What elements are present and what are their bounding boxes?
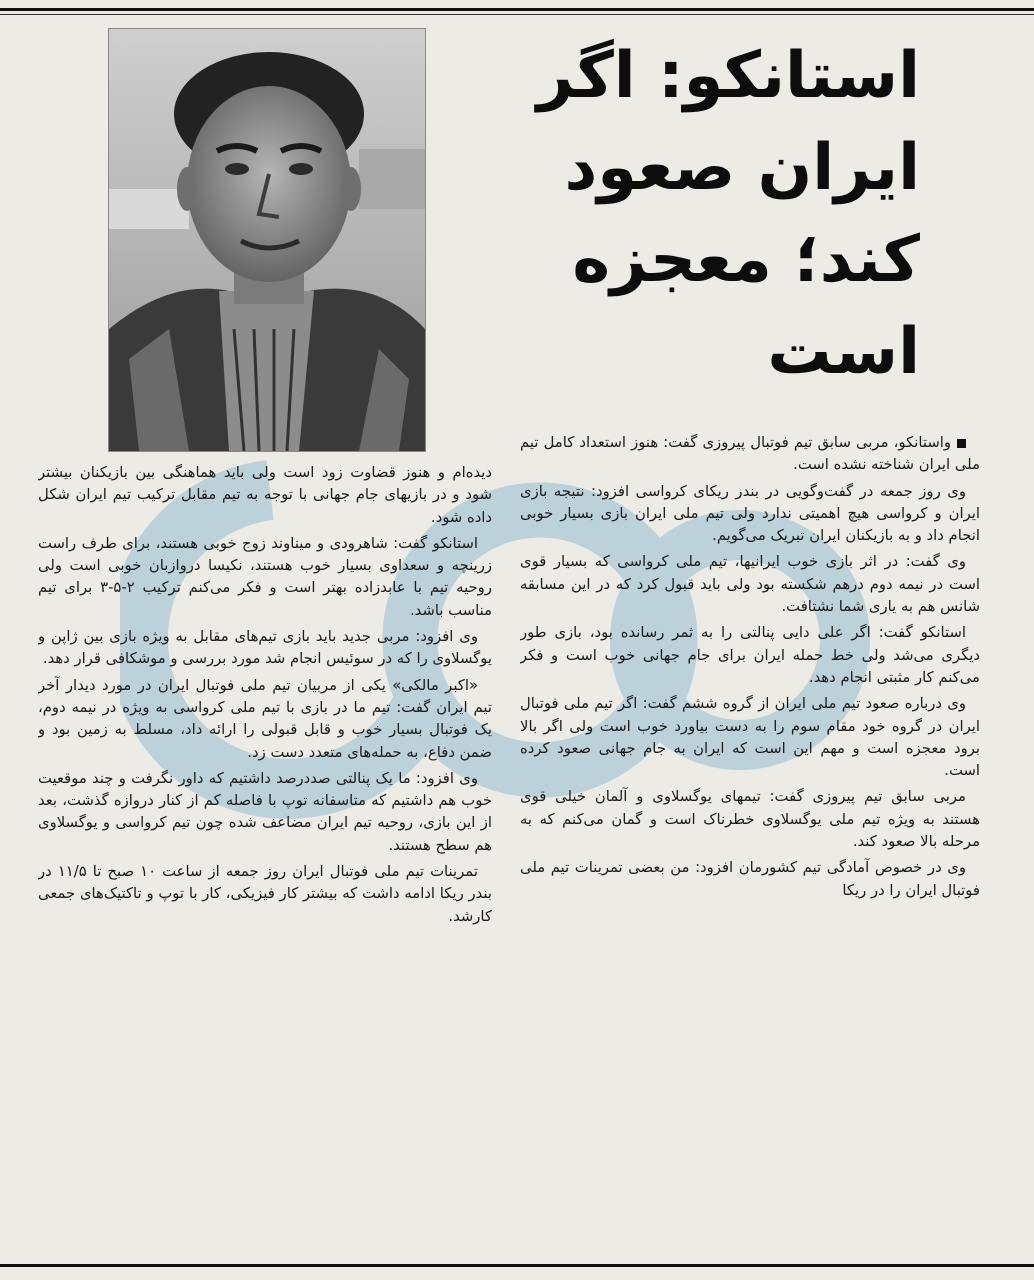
paragraph: «اکبر مالکی» یکی از مربیان تیم ملی فوتبال ایران در مورد دیدار آخر تیم ایران گفت: تیم ما در بازی با تیم ملی کرواسی به ویژه در نیمه دوم، یک فوتبال بسیار خوب و قابل قبولی را ارائه داد، مسلط به زمین بود و ضمن دفاع، به حمله‌های متعدد دست زد.: [38, 676, 492, 761]
top-rule-thin: [0, 14, 1034, 15]
paragraph: وی گفت: در اثر بازی خوب ایرانیها، تیم ملی کرواسی که بسیار قوی است در نیمه دوم درهم شکسته بود ولی باید قبول کرد که در این مسابقه شانس هم به یاری شما نشتافت.: [520, 553, 980, 616]
article-column-right: [520, 432, 980, 1262]
bullet-square-icon: [957, 439, 966, 448]
paragraph: استانکو گفت: اگر علی دایی پنالتی را به ثمر رسانده بود، بازی طور دیگری می‌شد ولی خط حمله ایران برای جام جهانی خوب است و فکر می‌کنم کار مثبتی انجام دهد.: [520, 624, 980, 686]
paragraph: وی افزود: مربی جدید باید بازی تیم‌های مقابل به ویژه بازی بین ژاپن و یوگسلاوی را که در سوئیس انجام شد مورد بررسی و موشکافی قرار دهد.: [38, 628, 492, 668]
paragraph-text: واستانکو، مربی سابق تیم فوتبال پیروزی گفت: هنوز استعداد کامل تیم ملی ایران شناخته نشده است.: [520, 434, 980, 474]
paragraph: استانکو گفت: شاهرودی و میناوند زوج خوبی هستند، برای طرف راست زرینچه و سعداوی بسیار خوب هستند، نکیسا دروازبان خوبی است ولی روحیه تیم با عابدزاده بهتر است و فکر می‌کنم ترکیب ۲-۵-۳ برای تیم مناسب باشد.: [38, 534, 492, 619]
paragraph: تمرینات تیم ملی فوتبال ایران روز جمعه از ساعت ۱۰ صبح تا ۱۱/۵ در بندر ریکا ادامه داشت که بیشتر کار فیزیکی، کار با توپ و تاکتیک‌های جمعی کارشد.: [38, 863, 492, 925]
portrait-photo: [108, 28, 426, 452]
article-column-left: [38, 462, 492, 1262]
paragraph: وی درباره صعود تیم ملی ایران از گروه ششم گفت: اگر تیم ملی فوتبال ایران در گروه خود مقام سوم را به دست بیاورد خوب است ولی اگر بالا برود معجزه است و مهم این است که ایران به جام جهانی صعود کرده است.: [520, 695, 980, 780]
paragraph: [520, 432, 980, 477]
paragraph: وی افزود: ما یک پنالتی صددرصد داشتیم که داور نگرفت و چند موقعیت خوب هم داشتیم که متاسفانه توپ با فاصله کم از کنار دروازه گذشت، بعد از این بازی، روحیه تیم ایران مضاعف شده چون تیم کرواسی و یوگسلاوی هم سطح هستند.: [38, 769, 492, 854]
bottom-rule: [0, 1264, 1034, 1267]
paragraph: مربی سابق تیم پیروزی گفت: تیمهای یوگسلاوی و آلمان خیلی قوی هستند به ویژه تیم ملی یوگسلاوی خطرناک است و گمان می‌کنم که به مرحله بالا صعود کند.: [520, 788, 980, 851]
headline: استانکو: اگر ایران صعود کند؛ معجزه است: [536, 39, 920, 389]
paragraph: وی روز جمعه در گفت‌وگویی در بندر ریکای کرواسی افزود: نتیجه بازی ایران و کرواسی هیچ اهمیتی ندارد ولی تیم ملی ایران بازی بسیار خوبی انجام داد و به بازیکنان ایران تبریک می‌گویم.: [520, 482, 980, 545]
paragraph: دیده‌ام و هنوز قضاوت زود است ولی باید هماهنگی بین بازیکنان بیشتر شود و در بازیهای جام جهانی با توجه به تیم مقابل ترکیب تیم ایران شکل داده شود.: [38, 464, 492, 526]
top-rule: [0, 8, 1034, 11]
paragraph: وی در خصوص آمادگی تیم کشورمان افزود: من بعضی تمرینات تیم ملی فوتبال ایران را در ریکا: [520, 859, 980, 899]
